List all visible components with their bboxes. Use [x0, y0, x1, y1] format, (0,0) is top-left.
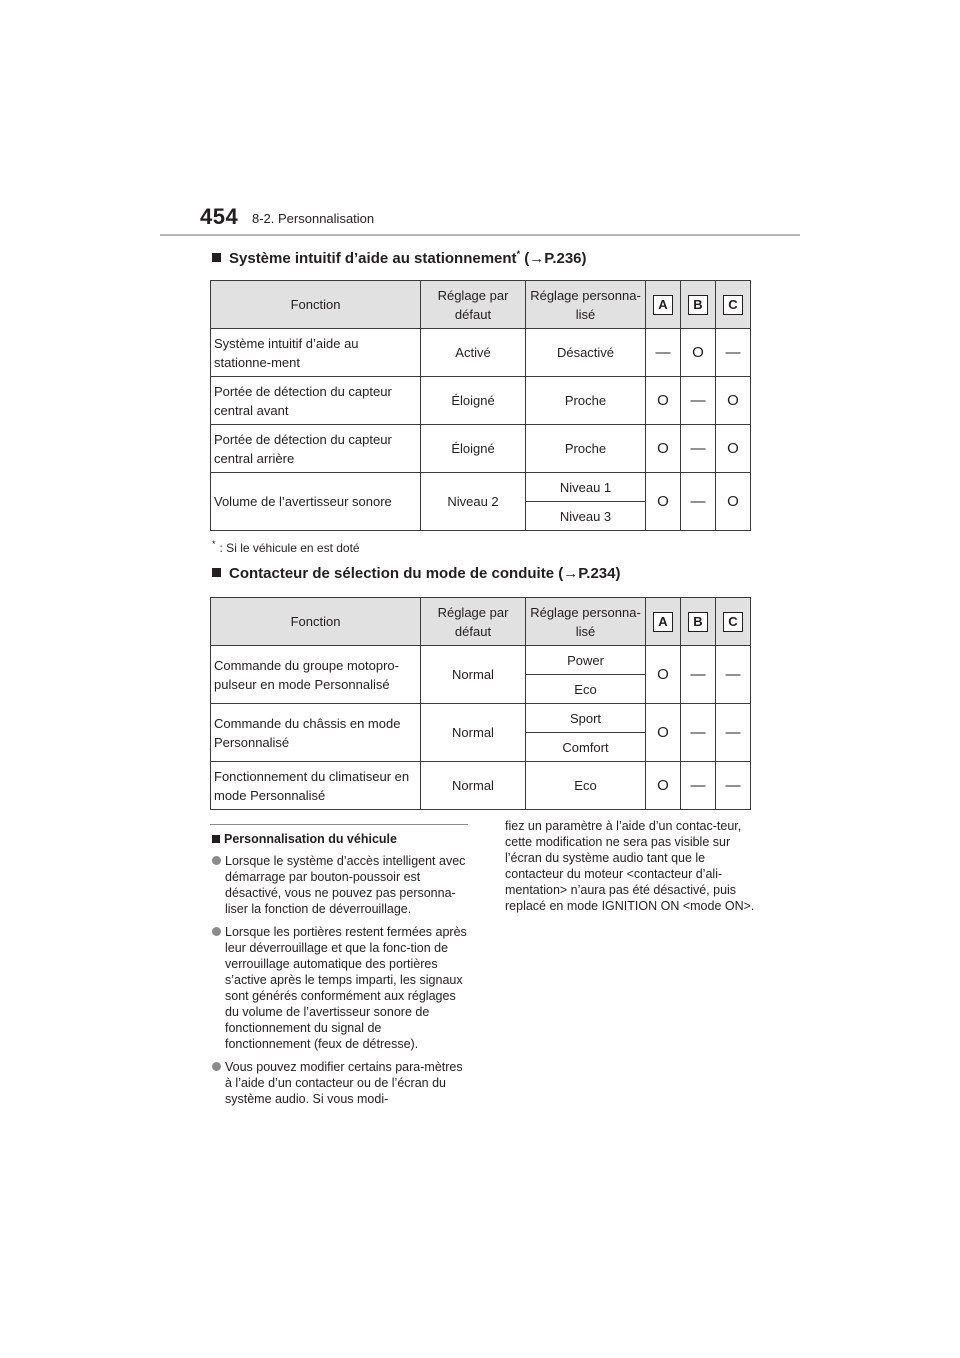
function-cell: Système intuitif d’aide au stationne-ment	[211, 329, 421, 377]
col-header-default: Réglage par défaut	[421, 281, 526, 329]
col-header-a: A	[646, 598, 681, 646]
col-header-c: C	[716, 281, 751, 329]
function-cell: Commande du châssis en mode Personnalisé	[211, 704, 421, 762]
column-a-cell: O	[646, 762, 681, 810]
custom-setting-cell: Proche	[526, 425, 646, 473]
page-header	[160, 202, 800, 236]
column-b-cell: —	[681, 646, 716, 704]
col-header-b: B	[681, 598, 716, 646]
function-cell: Volume de l’avertisseur sonore	[211, 473, 421, 531]
table-row	[211, 377, 751, 425]
notes-left-column	[212, 831, 470, 1114]
function-cell: Fonctionnement du climatiseur en mode Personnalisé	[211, 762, 421, 810]
default-cell: Normal	[421, 704, 526, 762]
table-header-row	[211, 598, 751, 646]
column-a-cell: O	[646, 473, 681, 531]
note-bullet: Vous pouvez modifier certains para-mètres à l’aide d’un contacteur ou de l’écran du système audio. Si vous modi-	[212, 1059, 470, 1107]
footnote-marker: *	[516, 249, 521, 259]
column-a-cell: O	[646, 377, 681, 425]
col-header-a: A	[646, 281, 681, 329]
default-cell: Niveau 2	[421, 473, 526, 531]
section1-table	[210, 280, 751, 531]
default-cell: Éloigné	[421, 425, 526, 473]
col-header-function: Fonction	[211, 281, 421, 329]
column-c-cell: —	[716, 762, 751, 810]
function-cell: Commande du groupe motopro-pulseur en mode Personnalisé	[211, 646, 421, 704]
column-c-cell: O	[716, 425, 751, 473]
custom-setting-cell: Niveau 1	[526, 473, 646, 502]
custom-setting-cell: Eco	[526, 762, 646, 810]
default-cell: Normal	[421, 646, 526, 704]
section-title: 8-2. Personnalisation	[252, 211, 375, 226]
custom-setting-cell: Power	[526, 646, 646, 675]
col-header-custom: Réglage personna-lisé	[526, 598, 646, 646]
column-a-cell: O	[646, 646, 681, 704]
note-bullet: Lorsque le système d’accès intelligent avec démarrage par bouton-poussoir est désactivé, vous ne pouvez pas personna-liser la fonction de déverrouillage.	[212, 853, 470, 917]
column-b-cell: —	[681, 425, 716, 473]
notes-right-column	[505, 818, 755, 914]
notes-title: Personnalisation du véhicule	[212, 831, 470, 847]
col-header-b: B	[681, 281, 716, 329]
table-row	[211, 704, 751, 733]
column-b-cell: —	[681, 704, 716, 762]
function-cell: Portée de détection du capteur central avant	[211, 377, 421, 425]
table-row	[211, 646, 751, 675]
table-header-row	[211, 281, 751, 329]
col-header-default: Réglage par défaut	[421, 598, 526, 646]
page-number: 454	[200, 204, 239, 229]
table-row	[211, 762, 751, 810]
table-row	[211, 329, 751, 377]
table-row	[211, 425, 751, 473]
col-header-custom: Réglage personna-lisé	[526, 281, 646, 329]
default-cell: Normal	[421, 762, 526, 810]
square-bullet-icon	[212, 253, 221, 262]
section2-heading: Contacteur de sélection du mode de conduite (→P.234)	[212, 565, 620, 582]
column-b-cell: —	[681, 473, 716, 531]
section2-table	[210, 597, 751, 810]
column-b-cell: —	[681, 377, 716, 425]
col-header-c: C	[716, 598, 751, 646]
default-cell: Éloigné	[421, 377, 526, 425]
custom-setting-cell: Désactivé	[526, 329, 646, 377]
custom-setting-cell: Niveau 3	[526, 502, 646, 531]
column-c-cell: —	[716, 329, 751, 377]
function-cell: Portée de détection du capteur central arrière	[211, 425, 421, 473]
circle-bullet-icon	[212, 927, 221, 936]
column-a-cell: O	[646, 425, 681, 473]
custom-setting-cell: Eco	[526, 675, 646, 704]
notes-divider	[210, 824, 468, 825]
col-header-function: Fonction	[211, 598, 421, 646]
custom-setting-cell: Sport	[526, 704, 646, 733]
column-a-cell: —	[646, 329, 681, 377]
column-c-cell: O	[716, 377, 751, 425]
default-cell: Activé	[421, 329, 526, 377]
circle-bullet-icon	[212, 1062, 221, 1071]
note-bullet: Lorsque les portières restent fermées après leur déverrouillage et que la fonc-tion de verrouillage automatique des portières s’active après le temps imparti, les signaux sont générés conformément aux réglages du volume de l’avertisseur sonore de fonctionnement du signal de fonctionnement (feux de détresse).	[212, 924, 470, 1052]
column-c-cell: O	[716, 473, 751, 531]
column-b-cell: —	[681, 762, 716, 810]
column-c-cell: —	[716, 646, 751, 704]
square-bullet-icon	[212, 835, 220, 843]
custom-setting-cell: Proche	[526, 377, 646, 425]
column-c-cell: —	[716, 704, 751, 762]
table-row	[211, 473, 751, 502]
footnote: * : Si le véhicule en est doté	[212, 539, 360, 555]
custom-setting-cell: Comfort	[526, 733, 646, 762]
page-reference: (→P.236)	[524, 250, 587, 267]
square-bullet-icon	[212, 568, 221, 577]
section1-heading: Système intuitif d’aide au stationnement* (→P.236)	[212, 249, 587, 267]
note-continuation: fiez un paramètre à l’aide d’un contac-teur, cette modification ne sera pas visible sur l’écran du système audio tant que le contacteur du moteur <contacteur d’ali-mentation> n’aura pas été désactivé, puis replacé en mode IGNITION ON <mode ON>.	[505, 819, 755, 913]
page-reference: (→P.234)	[558, 565, 621, 582]
column-a-cell: O	[646, 704, 681, 762]
column-b-cell: O	[681, 329, 716, 377]
circle-bullet-icon	[212, 856, 221, 865]
